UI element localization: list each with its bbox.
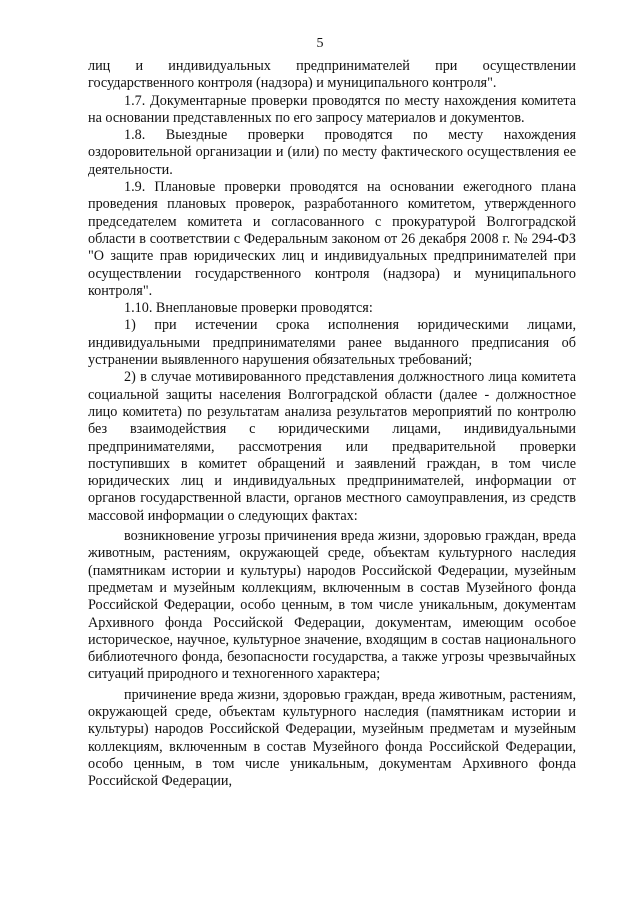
paragraph-threat-of-harm: возникновение угрозы причинения вреда жизни, здоровью граждан, вреда животным, растениям, окружающей среде, объектам культурного наследия (памятникам истории и культуры) народов Российской Федерации, музейным предметам и музейным коллекциям, включенным в состав Музейного фонда Российской Федерации, особо ценным, в том числе уникальным, документам Архивного фонда Российской Федерации, документам, имеющим особое историческое, научное, культурное значение, входящим в состав национального библиотечного фонда, безопасности государства, а также угрозы чрезвычайных ситуаций природного и техногенного характера; [88, 528, 576, 683]
paragraph-item-2: 2) в случае мотивированного представления должностного лица комитета социальной защиты населения Волгоградской области (далее - должностное лицо комитета) по результатам анализа результатов мероприятий по контролю без взаимодействия с юридическими лицами, индивидуальными предпринимателями, рассмотрения или предварительной проверки поступивших в комитет обращений и заявлений граждан, в том числе юридических лиц и индивидуальных предпринимателей, информации от органов государственной власти, органов местного самоуправления, из средств массовой информации о следующих фактах: [88, 369, 576, 524]
paragraph-1-9: 1.9. Плановые проверки проводятся на основании ежегодного плана проведения плановых проверок, разработанного комитетом, утвержденного председателем комитета и согласованного с прокуратурой Волгоградской области в соответствии с Федеральным законом от 26 декабря 2008 г. № 294-ФЗ "О защите прав юридических лиц и индивидуальных предпринимателей при осуществлении государственного контроля (надзора) и муниципального контроля". [88, 179, 576, 299]
paragraph-1-10: 1.10. Внеплановые проверки проводятся: [124, 300, 373, 317]
paragraph-1-7: 1.7. Документарные проверки проводятся по месту нахождения комитета на основании представленных по его запросу материалов и документов. [88, 92, 576, 126]
paragraph-1-8: 1.8. Выездные проверки проводятся по месту нахождения оздоровительной организации и (или) по месту фактического осуществления ее деятельности. [88, 127, 576, 178]
document-body [88, 58, 576, 790]
paragraph-item-1: 1) при истечении срока исполнения юридическими лицами, индивидуальными предпринимателями ранее выданного предписания об устранении выявленного нарушения обязательных требований; [88, 317, 576, 369]
page-number: 5 [316, 36, 324, 51]
paragraph-infliction-of-harm: причинение вреда жизни, здоровью граждан, вреда животным, растениям, окружающей среде, объектам культурного наследия (памятникам истории и культуры) народов Российской Федерации, музейным предметам и музейным коллекциям, включенным в состав Музейного фонда Российской Федерации, особо ценным, в том числе уникальным, документам Архивного фонда Российской Федерации, [88, 686, 576, 790]
paragraph-continuation: лиц и индивидуальных предпринимателей при осуществлении государственного контроля (надзора) и муниципального контроля". [88, 58, 576, 92]
